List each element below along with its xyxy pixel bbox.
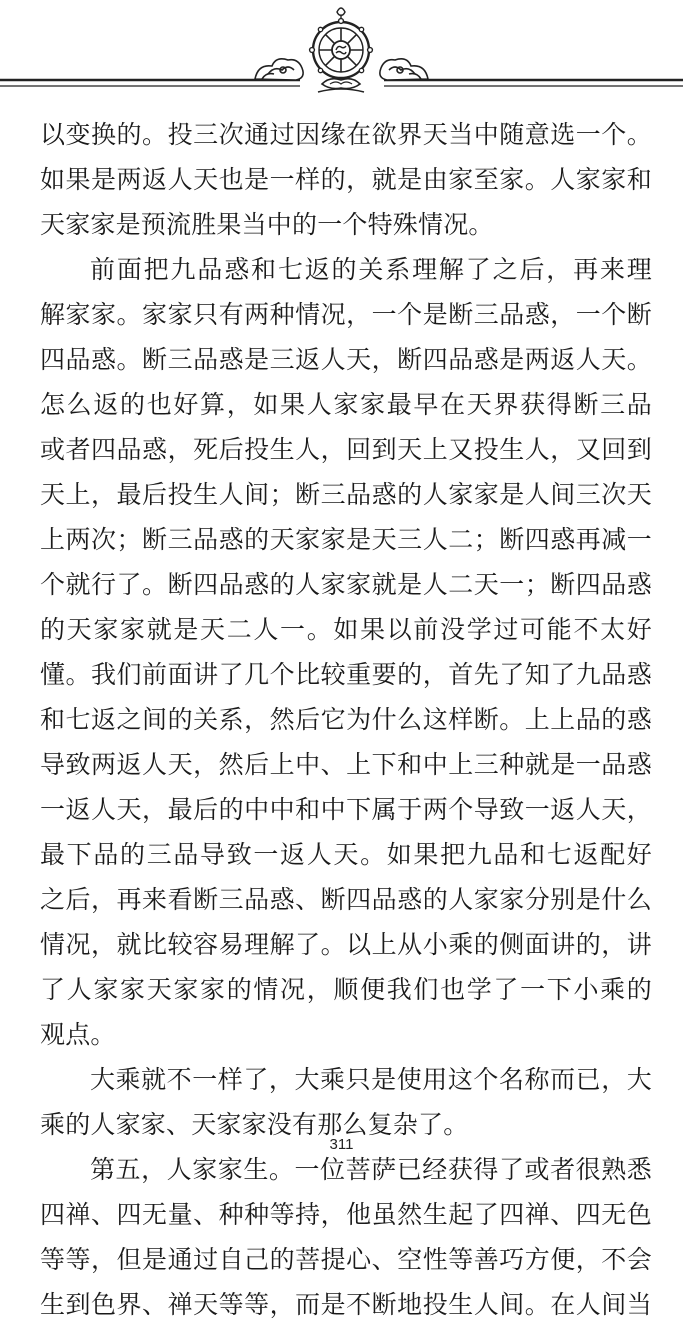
text-line: 观点。	[40, 1020, 116, 1049]
paragraph-3	[40, 1057, 652, 1147]
paragraph-1	[40, 112, 652, 247]
text-line: 了人家家天家家的情况，顺便我们也学了一下小乘的	[40, 975, 652, 1004]
text-line: 生到色界、禅天等等，而是不断地投生人间。在人间当	[40, 1290, 652, 1319]
text-line: 乘的人家家、天家家没有那么复杂了。	[40, 1110, 469, 1139]
text-line: 第五，人家家生。一位菩萨已经获得了或者很熟悉	[90, 1155, 652, 1184]
text-line: 的天家家就是天二人一。如果以前没学过可能不太好	[40, 615, 652, 644]
text-line: 等等，但是通过自己的菩提心、空性等善巧方便，不会	[40, 1245, 652, 1274]
text-line: 个就行了。断四品惑的人家家就是人二天一；断四品惑	[40, 570, 652, 599]
text-line: 懂。我们前面讲了几个比较重要的，首先了知了九品惑	[40, 660, 652, 689]
paragraph-2	[40, 247, 652, 1057]
text-line: 上两次；断三品惑的天家家是天三人二；断四惑再减一	[40, 525, 652, 554]
text-line: 导致两返人天，然后上中、上下和中上三种就是一品惑	[40, 750, 652, 779]
text-line: 大乘就不一样了，大乘只是使用这个名称而已，大	[90, 1065, 652, 1094]
paragraph-4	[40, 1147, 652, 1327]
text-line: 情况，就比较容易理解了。以上从小乘的侧面讲的，讲	[40, 930, 652, 959]
text-line: 或者四品惑，死后投生人，回到天上又投生人，又回到	[40, 435, 652, 464]
text-line: 一返人天，最后的中中和中下属于两个导致一返人天，	[40, 795, 652, 824]
text-line: 四品惑。断三品惑是三返人天，断四品惑是两返人天。	[40, 345, 652, 374]
right-cloud-icon	[380, 59, 428, 80]
left-cloud-icon	[255, 59, 303, 80]
page-header	[0, 0, 683, 110]
text-line: 天家家是预流胜果当中的一个特殊情况。	[40, 210, 494, 239]
text-line: 天上，最后投生人间；断三品惑的人家家是人间三次天	[40, 480, 652, 509]
text-line: 最下品的三品导致一返人天。如果把九品和七返配好	[40, 840, 652, 869]
text-line: 解家家。家家只有两种情况，一个是断三品惑，一个断	[40, 300, 652, 329]
text-line: 之后，再来看断三品惑、断四品惑的人家家分别是什么	[40, 885, 652, 914]
text-line: 如果是两返人天也是一样的，就是由家至家。人家家和	[40, 165, 652, 194]
page-number: 311	[329, 1136, 354, 1153]
dharma-wheel-ornament	[0, 0, 683, 110]
text-line: 怎么返的也好算，如果人家家最早在天界获得断三品	[40, 390, 652, 419]
text-line: 以变换的。投三次通过因缘在欲界天当中随意选一个。	[40, 120, 652, 149]
text-line: 和七返之间的关系，然后它为什么这样断。上上品的惑	[40, 705, 652, 734]
text-line: 四禅、四无量、种种等持，他虽然生起了四禅、四无色	[40, 1200, 652, 1229]
text-line: 前面把九品惑和七返的关系理解了之后，再来理	[90, 255, 652, 284]
